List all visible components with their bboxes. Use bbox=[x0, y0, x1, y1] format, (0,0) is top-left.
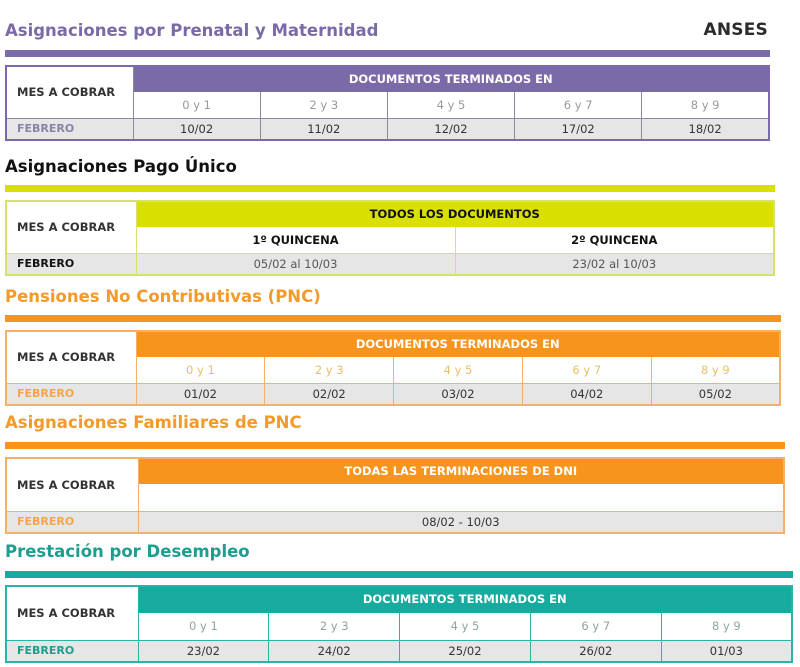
column-header: 2º QUINCENA bbox=[455, 226, 774, 253]
column-header: 0 y 1 bbox=[136, 356, 265, 383]
date-cell: 23/02 al 10/03 bbox=[455, 253, 774, 275]
column-header: 8 y 9 bbox=[651, 356, 780, 383]
table-row bbox=[6, 383, 780, 405]
date-cell: 01/02 bbox=[136, 383, 265, 405]
date-cell: 10/02 bbox=[133, 118, 260, 140]
group-header: TODOS LOS DOCUMENTOS bbox=[136, 201, 774, 226]
month-column-header: MES A COBRAR bbox=[6, 458, 138, 511]
section-divider-bar bbox=[5, 50, 770, 57]
column-header: 4 y 5 bbox=[400, 612, 531, 640]
column-header: 6 y 7 bbox=[530, 612, 661, 640]
payment-calendar-table bbox=[5, 585, 793, 663]
group-header: DOCUMENTOS TERMINADOS EN bbox=[136, 331, 780, 356]
section-prenatal-maternidad bbox=[5, 20, 770, 141]
group-header: DOCUMENTOS TERMINADOS EN bbox=[133, 66, 769, 91]
table-row bbox=[6, 640, 792, 662]
date-cell: 18/02 bbox=[642, 118, 769, 140]
anses-logo-text: ANSES bbox=[703, 20, 768, 40]
column-header: 2 y 3 bbox=[265, 356, 394, 383]
section-prestacion-desempleo bbox=[5, 541, 793, 663]
month-column-header: MES A COBRAR bbox=[6, 331, 136, 383]
table-row bbox=[6, 511, 784, 533]
column-header: 0 y 1 bbox=[138, 612, 269, 640]
month-column-header: MES A COBRAR bbox=[6, 66, 133, 118]
column-header: 6 y 7 bbox=[522, 356, 651, 383]
date-cell: 03/02 bbox=[394, 383, 523, 405]
date-cell: 05/02 al 10/03 bbox=[136, 253, 455, 275]
section-divider-bar bbox=[5, 571, 793, 578]
column-header: 1º QUINCENA bbox=[136, 226, 455, 253]
section-divider-bar bbox=[5, 185, 775, 192]
date-cell: 11/02 bbox=[260, 118, 387, 140]
date-cell: 04/02 bbox=[522, 383, 651, 405]
payment-calendar-table bbox=[5, 457, 785, 534]
section-divider-bar bbox=[5, 315, 781, 322]
month-column-header: MES A COBRAR bbox=[6, 586, 138, 640]
table-row bbox=[6, 118, 769, 140]
column-header: 8 y 9 bbox=[661, 612, 792, 640]
date-cell: 17/02 bbox=[515, 118, 642, 140]
month-cell: FEBRERO bbox=[6, 253, 136, 275]
section-title: Pensiones No Contributivas (PNC) bbox=[5, 287, 321, 306]
month-cell: FEBRERO bbox=[6, 511, 138, 533]
section-title: Asignaciones Pago Único bbox=[5, 157, 237, 176]
date-cell: 23/02 bbox=[138, 640, 269, 662]
month-cell: FEBRERO bbox=[6, 118, 133, 140]
section-pensiones-no-contributivas bbox=[5, 286, 781, 406]
column-header bbox=[138, 483, 784, 511]
column-header: 2 y 3 bbox=[269, 612, 400, 640]
section-title: Asignaciones Familiares de PNC bbox=[5, 413, 302, 432]
column-header: 4 y 5 bbox=[387, 91, 514, 118]
section-pago-unico bbox=[5, 156, 775, 276]
section-title: Prestación por Desempleo bbox=[5, 542, 250, 561]
table-row bbox=[6, 253, 774, 275]
date-cell: 08/02 - 10/03 bbox=[138, 511, 784, 533]
payment-calendar-table bbox=[5, 65, 770, 141]
date-cell: 26/02 bbox=[530, 640, 661, 662]
date-cell: 05/02 bbox=[651, 383, 780, 405]
date-cell: 25/02 bbox=[400, 640, 531, 662]
date-cell: 01/03 bbox=[661, 640, 792, 662]
month-cell: FEBRERO bbox=[6, 383, 136, 405]
column-header: 8 y 9 bbox=[642, 91, 769, 118]
month-cell: FEBRERO bbox=[6, 640, 138, 662]
date-cell: 02/02 bbox=[265, 383, 394, 405]
date-cell: 24/02 bbox=[269, 640, 400, 662]
payment-calendar-table bbox=[5, 330, 781, 406]
group-header: TODAS LAS TERMINACIONES DE DNI bbox=[138, 458, 784, 483]
column-header: 2 y 3 bbox=[260, 91, 387, 118]
column-header: 4 y 5 bbox=[394, 356, 523, 383]
section-asignaciones-familiares-pnc bbox=[5, 412, 785, 534]
date-cell: 12/02 bbox=[387, 118, 514, 140]
group-header: DOCUMENTOS TERMINADOS EN bbox=[138, 586, 792, 612]
column-header: 6 y 7 bbox=[515, 91, 642, 118]
month-column-header: MES A COBRAR bbox=[6, 201, 136, 253]
section-title: Asignaciones por Prenatal y Maternidad bbox=[5, 21, 379, 40]
payment-calendar-table bbox=[5, 200, 775, 276]
column-header: 0 y 1 bbox=[133, 91, 260, 118]
section-divider-bar bbox=[5, 442, 785, 449]
